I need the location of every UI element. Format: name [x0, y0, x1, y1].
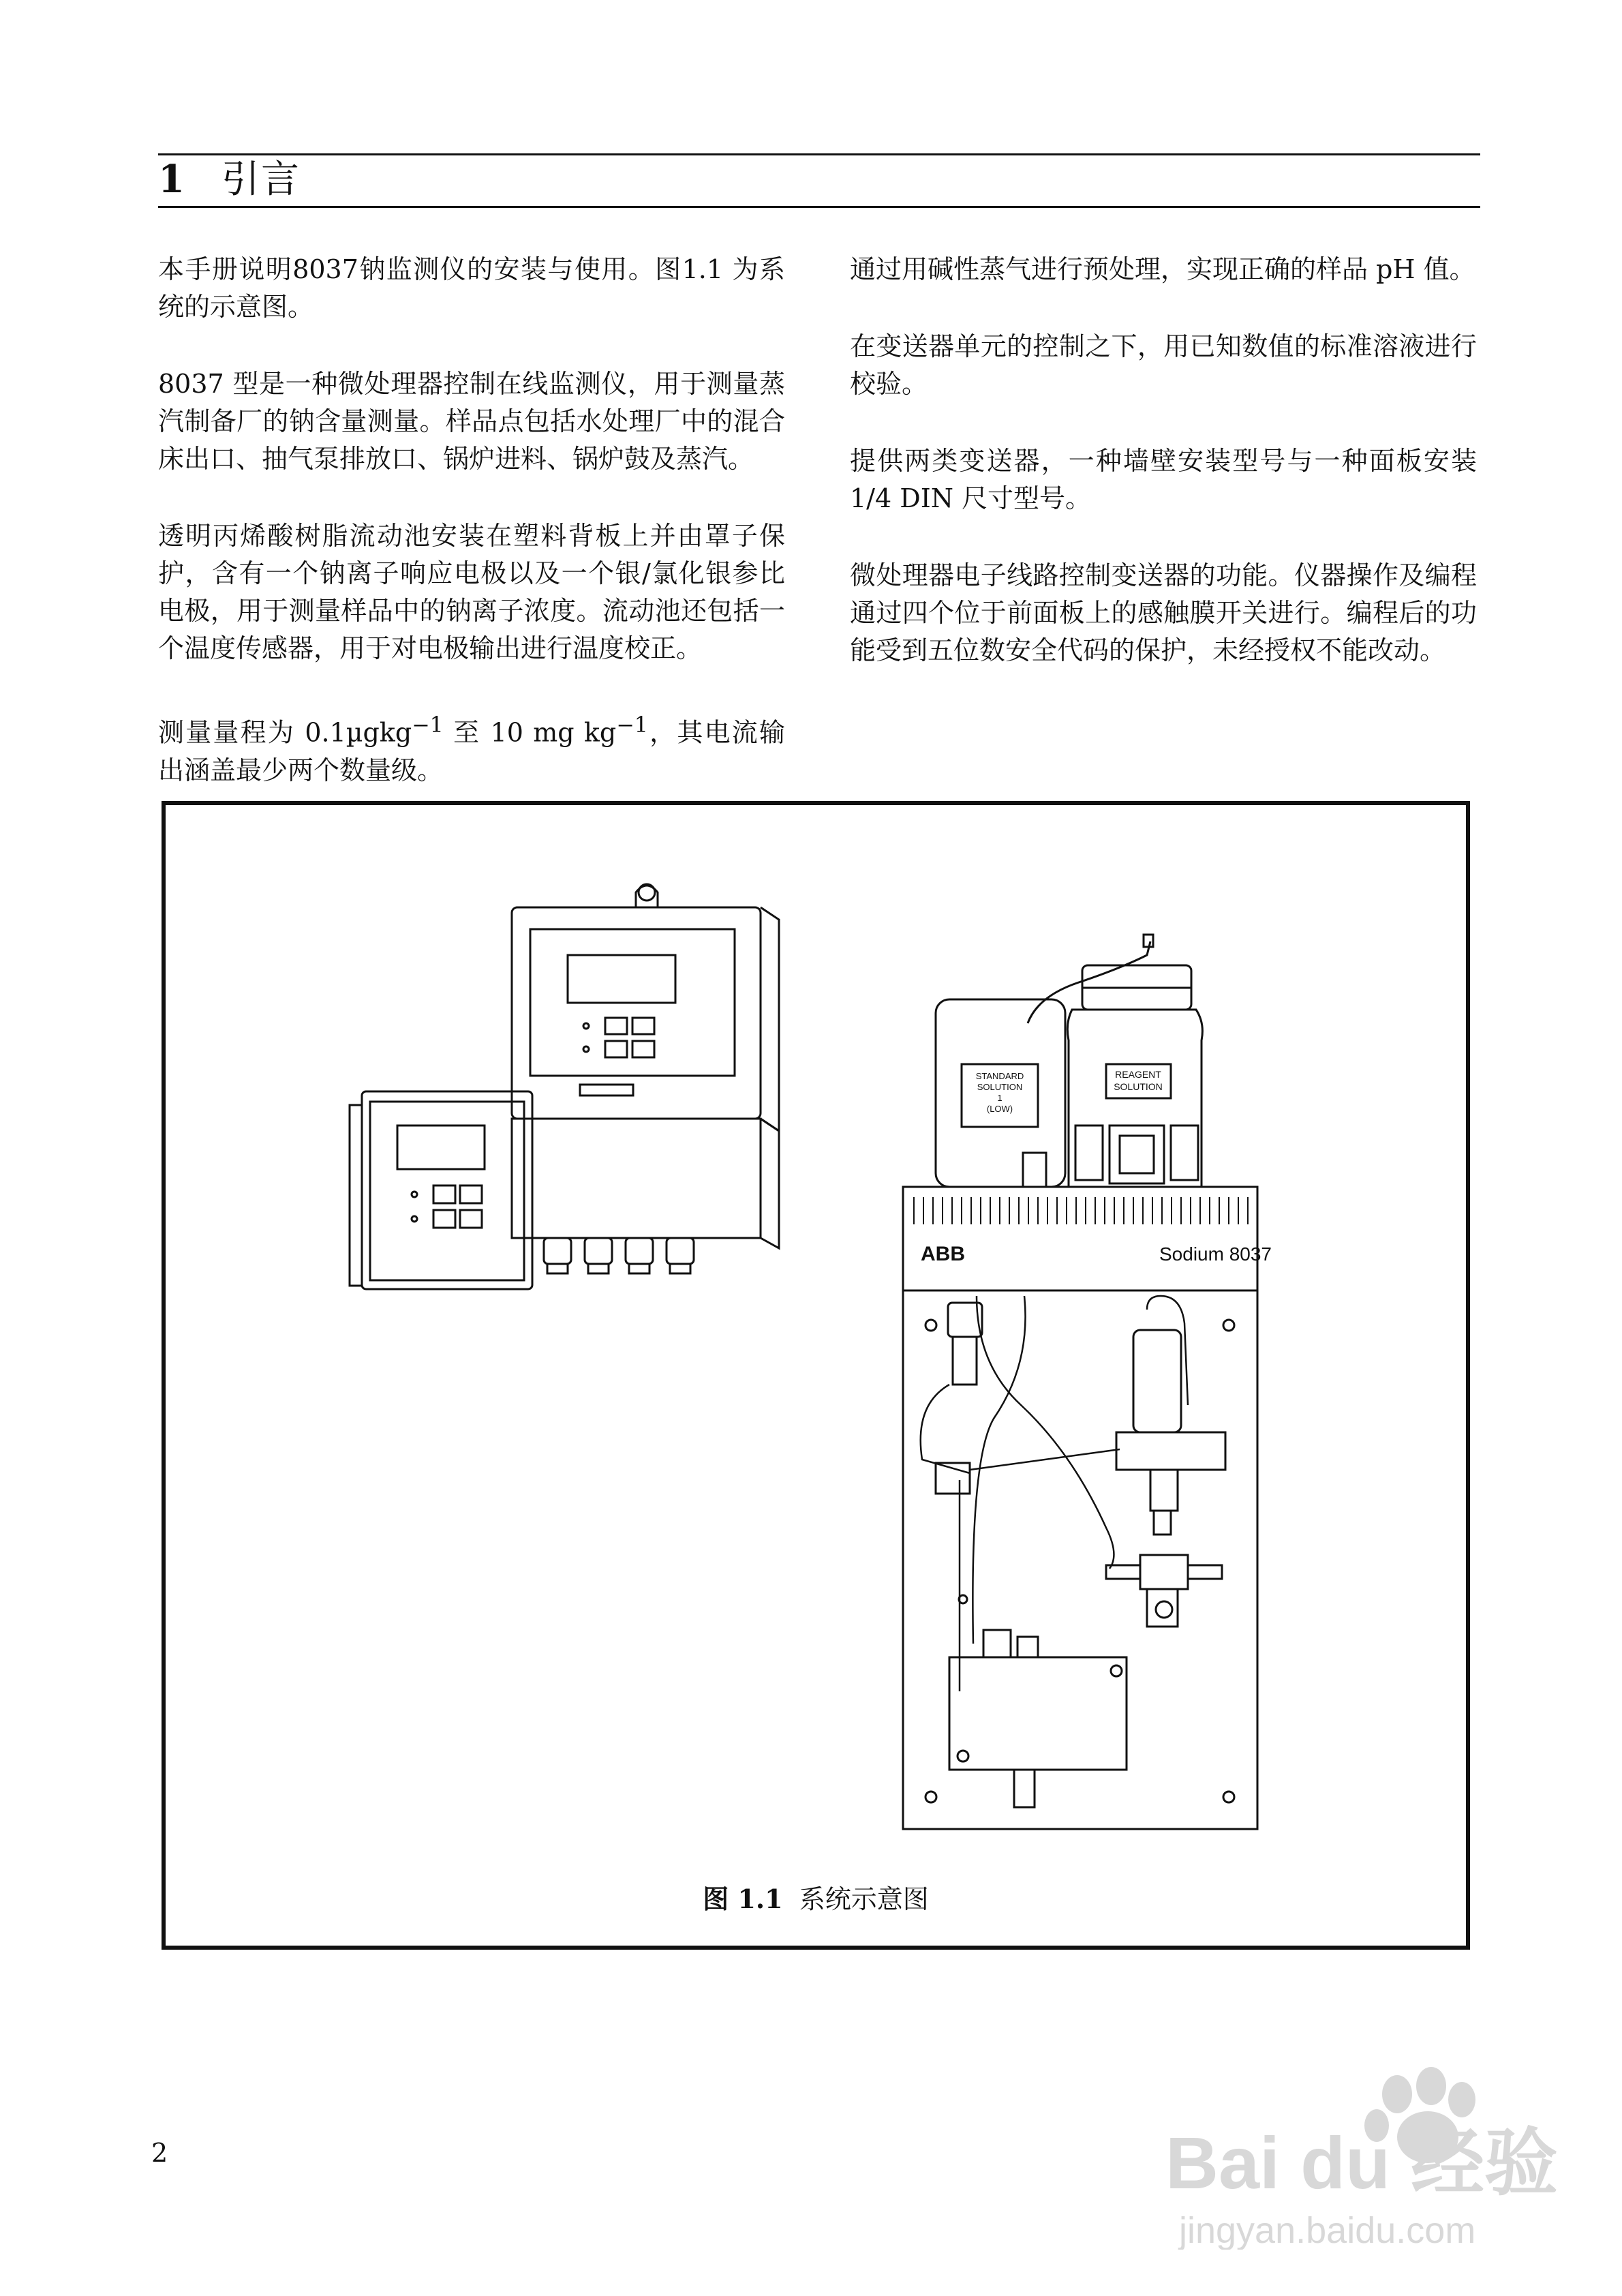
paragraph: 透明丙烯酸树脂流动池安装在塑料背板上并由罩子保护，含有一个钠离子响应电极以及一个银/氯化银参比电极，用于测量样品中的钠离子浓度。流动池还包括一个温度传感器，用于对电极输出进行温度校正。 — [158, 521, 785, 663]
page-number: 2 — [151, 2138, 168, 2168]
model-label: Sodium 8037 — [1159, 1243, 1272, 1265]
sodium-analyser — [903, 935, 1272, 1829]
heading-rule — [158, 206, 1480, 208]
baidu-watermark — [1152, 2045, 1561, 2250]
top-rule — [158, 153, 1480, 155]
paragraph: 在变送器单元的控制之下，用已知数值的标准溶液进行校验。 — [850, 331, 1477, 399]
abb-logo: ABB — [921, 1243, 965, 1265]
paragraph: 微处理器电子线路控制变送器的功能。仪器操作及编程通过四个位于前面板上的感触膜开关进行。编程后的功能受到五位数安全代码的保护，未经授权不能改动。 — [850, 560, 1477, 665]
vent-slots — [914, 1197, 1248, 1224]
right-column — [850, 251, 1477, 709]
section-number: 1 — [158, 157, 186, 202]
figure-label: 图 1.1 — [703, 1884, 783, 1914]
standard-label-1: STANDARD — [975, 1071, 1024, 1081]
wall-mount-transmitter — [512, 884, 779, 1273]
figure-title: 系统示意图 — [799, 1884, 929, 1914]
standard-label-3: 1 — [997, 1093, 1003, 1103]
baidu-paw-icon — [1152, 2045, 1561, 2250]
standard-label-2: SOLUTION — [977, 1082, 1023, 1092]
left-column — [158, 251, 785, 829]
system-diagram — [166, 805, 1466, 1869]
reagent-label-1: REAGENT — [1115, 1069, 1161, 1080]
cable-glands — [544, 1238, 694, 1273]
section-title: 引言 — [221, 157, 301, 202]
paragraph: 8037 型是一种微处理器控制在线监测仪，用于测量蒸汽制备厂的钠含量测量。样品点包括水处理厂中的混合床出口、抽气泵排放口、锅炉进料、锅炉鼓及蒸汽。 — [158, 369, 785, 474]
paragraph-range: 测量量程为 0.1µgkg$^{-1}$ 至 10 mg $kg^{-1}$，其电流输出涵盖最少两个数量级。 — [158, 713, 785, 785]
watermark-text: Bai du 经验 — [1165, 2121, 1559, 2204]
standard-label-4: (LOW) — [986, 1104, 1013, 1114]
paragraph: 提供两类变送器，一种墙壁安装型号与一种面板安装 1/4 DIN 尺寸型号。 — [850, 446, 1477, 513]
panel-mount-transmitter — [350, 1091, 532, 1289]
section-heading — [158, 155, 301, 204]
reagent-label-2: SOLUTION — [1114, 1081, 1163, 1092]
figure-caption — [166, 1882, 1466, 1916]
paragraph: 本手册说明8037钠监测仪的安装与使用。图1.1 为系统的示意图。 — [158, 254, 785, 322]
watermark-url: jingyan.baidu.com — [1179, 2210, 1476, 2250]
paragraph: 通过用碱性蒸气进行预处理，实现正确的样品 pH 值。 — [850, 254, 1475, 284]
figure-frame — [162, 801, 1470, 1950]
